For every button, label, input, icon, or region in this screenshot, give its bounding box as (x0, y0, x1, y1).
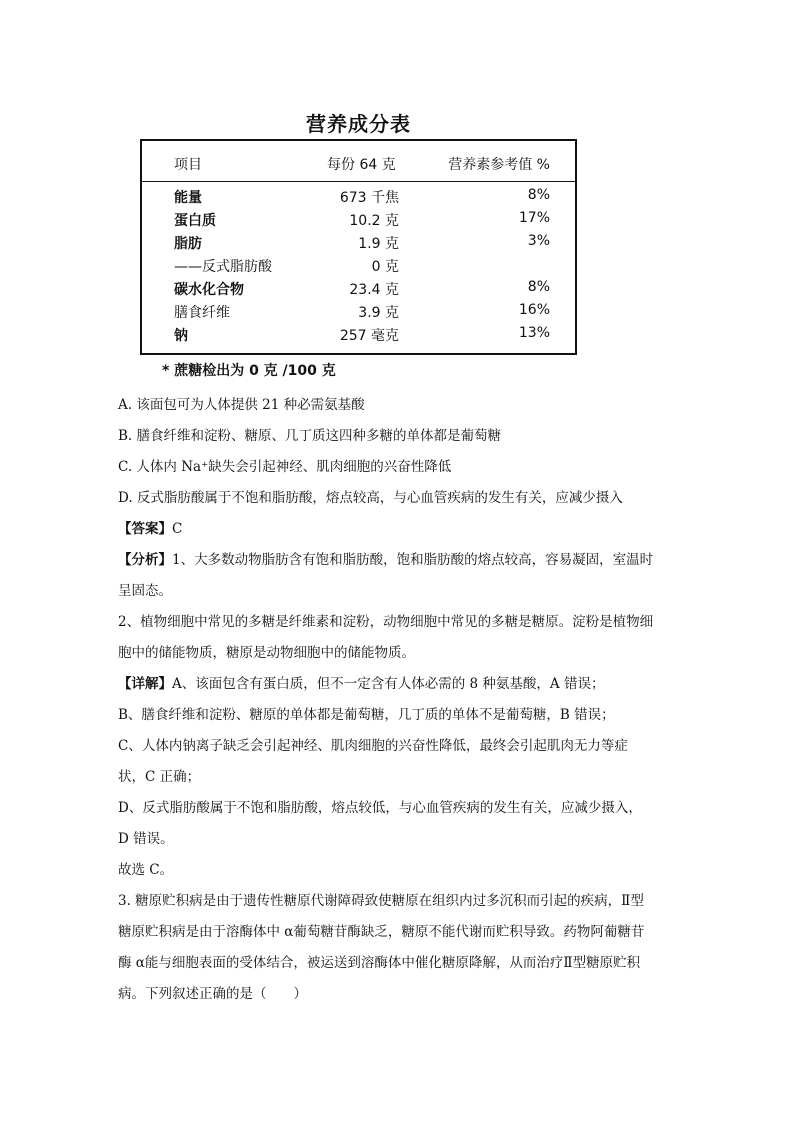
nutrient-amount: 23.4 克 (349, 282, 399, 298)
analysis-line (118, 550, 653, 570)
nutrition-table-title: 营养成分表 (306, 112, 411, 136)
answer-value: C (172, 521, 183, 537)
nutrient-amount: 673 千焦 (339, 190, 399, 206)
analysis-line: 呈固态。 (118, 583, 172, 599)
analysis-label: 【分析】 (118, 552, 172, 568)
question-3-line: 酶 α能与细胞表面的受体结合，被运送到溶酶体中催化糖原降解，从而治疗Ⅱ型糖原贮积 (118, 955, 641, 971)
nutrition-row (142, 325, 575, 347)
answer-label: 【答案】 (118, 521, 172, 537)
option-b: B. 膳食纤维和淀粉、糖原、几丁质这四种多糖的单体都是葡萄糖 (118, 428, 502, 444)
detail-line: D、反式脂肪酸属于不饱和脂肪酸，熔点较低，与心血管疾病的发生有关，应减少摄入， (118, 800, 642, 816)
detail-label: 【详解】 (118, 676, 172, 692)
nutrient-nrv: 3% (527, 233, 550, 249)
nutrient-nrv: 17% (518, 210, 550, 226)
nutrition-row (142, 187, 575, 209)
nutrition-row (142, 302, 575, 324)
option-c: C. 人体内 Na⁺缺失会引起神经、肌肉细胞的兴奋性降低 (118, 459, 452, 475)
question-3-line: 病。下列叙述正确的是（ ） (118, 986, 307, 1002)
nutrition-row (142, 210, 575, 232)
conclusion-line: 故选 C。 (118, 862, 174, 878)
nutrient-nrv: 13% (518, 325, 550, 341)
nutrient-amount: 3.9 克 (358, 305, 399, 321)
nutrition-row (142, 279, 575, 301)
analysis-line: 胞中的储能物质，糖原是动物细胞中的储能物质。 (118, 645, 415, 661)
nutrient-name: 能量 (174, 190, 202, 206)
nutrient-amount: 257 毫克 (339, 328, 399, 344)
detail-line: 状，C 正确； (118, 769, 201, 785)
option-d: D. 反式脂肪酸属于不饱和脂肪酸，熔点较高，与心血管疾病的发生有关，应减少摄入 (118, 490, 623, 506)
nutrition-row (142, 233, 575, 255)
analysis-text: 1、大多数动物脂肪含有饱和脂肪酸，饱和脂肪酸的熔点较高，容易凝固，室温时 (172, 552, 654, 568)
nutrient-name: 脂肪 (174, 236, 202, 252)
detail-line: C、人体内钠离子缺乏会引起神经、肌肉细胞的兴奋性降低，最终会引起肌肉无力等症 (118, 738, 628, 754)
nutrient-name: 碳水化合物 (174, 282, 244, 298)
detail-line: B、膳食纤维和淀粉、糖原的单体都是葡萄糖，几丁质的单体不是葡萄糖，B 错误； (118, 707, 615, 723)
nutrient-nrv: 8% (527, 279, 550, 295)
nutrient-nrv: 8% (527, 187, 550, 203)
detail-line (118, 674, 604, 694)
question-3-line: 3. 糖原贮积病是由于遗传性糖原代谢障碍致使糖原在组织内过多沉积而引起的疾病，Ⅱ型 (118, 893, 644, 909)
nutrient-nrv: 16% (518, 302, 550, 318)
answer-line (118, 519, 182, 539)
header-per-serving: 每份 64 克 (327, 157, 396, 173)
nutrient-amount: 0 克 (371, 259, 399, 275)
detail-line: D 错误。 (118, 831, 174, 847)
nutrient-name: 蛋白质 (174, 213, 216, 229)
nutrient-name: 膳食纤维 (174, 305, 230, 321)
nutrition-table (140, 139, 577, 355)
nutrient-name: 钠 (174, 328, 188, 344)
question-3-line: 糖原贮积病是由于溶酶体中 α葡萄糖苷酶缺乏，糖原不能代谢而贮积导致。药物阿葡糖苷 (118, 924, 645, 940)
nutrient-amount: 1.9 克 (358, 236, 399, 252)
header-item: 项目 (174, 157, 202, 173)
option-a: A. 该面包可为人体提供 21 种必需氨基酸 (118, 397, 365, 413)
nutrient-name: ——反式脂肪酸 (174, 259, 272, 275)
header-divider (142, 181, 575, 182)
analysis-line: 2、植物细胞中常见的多糖是纤维素和淀粉，动物细胞中常见的多糖是糖原。淀粉是植物细 (118, 614, 654, 630)
header-nrv: 营养素参考值 % (448, 157, 550, 173)
nutrition-row (142, 256, 575, 278)
sucrose-note: * 蔗糖检出为 0 克 /100 克 (162, 363, 336, 379)
detail-text: A、该面包含有蛋白质，但不一定含有人体必需的 8 种氨基酸，A 错误； (172, 676, 605, 692)
nutrient-amount: 10.2 克 (349, 213, 399, 229)
